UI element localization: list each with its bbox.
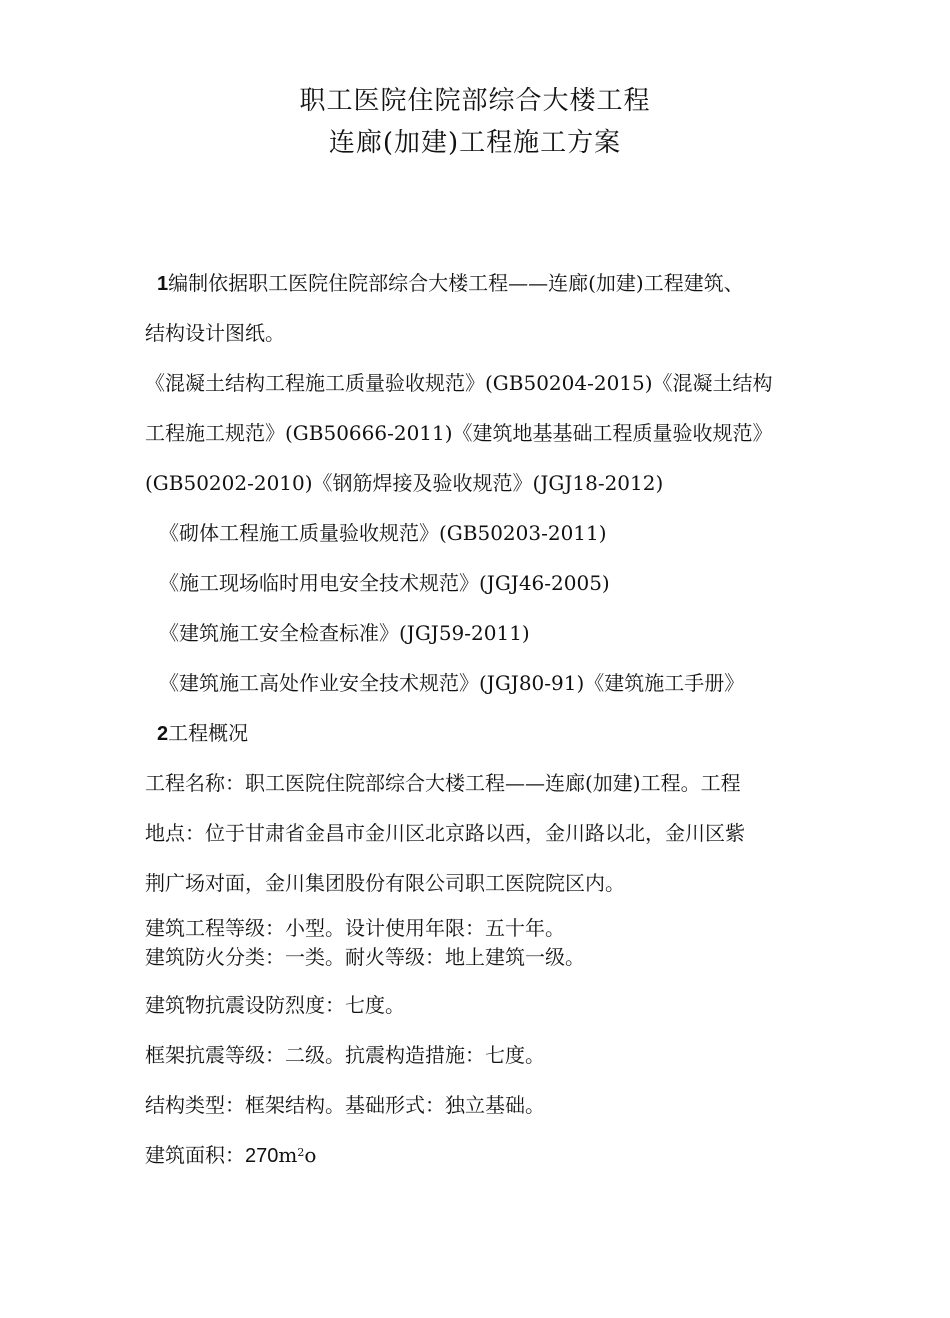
paragraph-text: 编制依据职工医院住院部综合大楼工程——连廊(加建)工程建筑、 [168,271,744,295]
paragraph-line: 地点：位于甘肃省金昌市金川区北京路以西，金川路以北，金川区紫 [145,821,745,845]
area-unit: m [278,1143,298,1167]
reference-line: 《施工现场临时用电安全技术规范》(JGJ46-2005) [159,571,610,595]
area-tail: o [304,1143,317,1167]
paragraph-line: 建筑物抗震设防烈度：七度。 [145,993,405,1017]
area-label: 建筑面积： [145,1143,245,1167]
document-title [0,80,950,164]
paragraph-line: 工程施工规范》(GB50666-2011)《建筑地基基础工程质量验收规范》 [145,421,773,445]
section-2-heading [145,708,825,758]
title-line-1: 职工医院住院部综合大楼工程 [299,86,651,116]
paragraph-line: 《混凝土结构工程施工质量验收规范》(GB50204-2015)《混凝土结构 [145,371,773,395]
section-number: 1 [157,273,169,295]
area-value: 270 [245,1145,279,1167]
building-area-line [145,1130,825,1180]
paragraph-line: 建筑防火分类：一类。耐火等级：地上建筑一级。 [145,945,585,969]
paragraph-line: 结构类型：框架结构。基础形式：独立基础。 [145,1093,545,1117]
title-line-2: 连廊(加建)工程施工方案 [328,128,622,158]
reference-line: 《建筑施工高处作业安全技术规范》(JGJ80-91)《建筑施工手册》 [159,671,745,695]
paragraph-line: 框架抗震等级：二级。抗震构造措施：七度。 [145,1043,545,1067]
reference-line: 《建筑施工安全检查标准》(JGJ59-2011) [159,621,530,645]
document-body [145,258,825,1180]
area-unit-superscript: 2 [297,1146,305,1159]
section-1-heading [145,258,825,308]
paragraph-line: (GB50202-2010)《钢筋焊接及验收规范》(JGJ18-2012) [145,471,664,495]
paragraph-line: 结构设计图纸。 [145,321,285,345]
paragraph-line: 荆广场对面，金川集团股份有限公司职工医院院区内。 [145,871,625,895]
reference-line: 《砌体工程施工质量验收规范》(GB50203-2011) [159,521,607,545]
section-number: 2 [157,723,169,745]
paragraph-line: 工程名称：职工医院住院部综合大楼工程——连廊(加建)工程。工程 [145,771,741,795]
paragraph-line: 建筑工程等级：小型。设计使用年限：五十年。 [145,916,565,940]
paragraph-text: 工程概况 [168,721,249,745]
